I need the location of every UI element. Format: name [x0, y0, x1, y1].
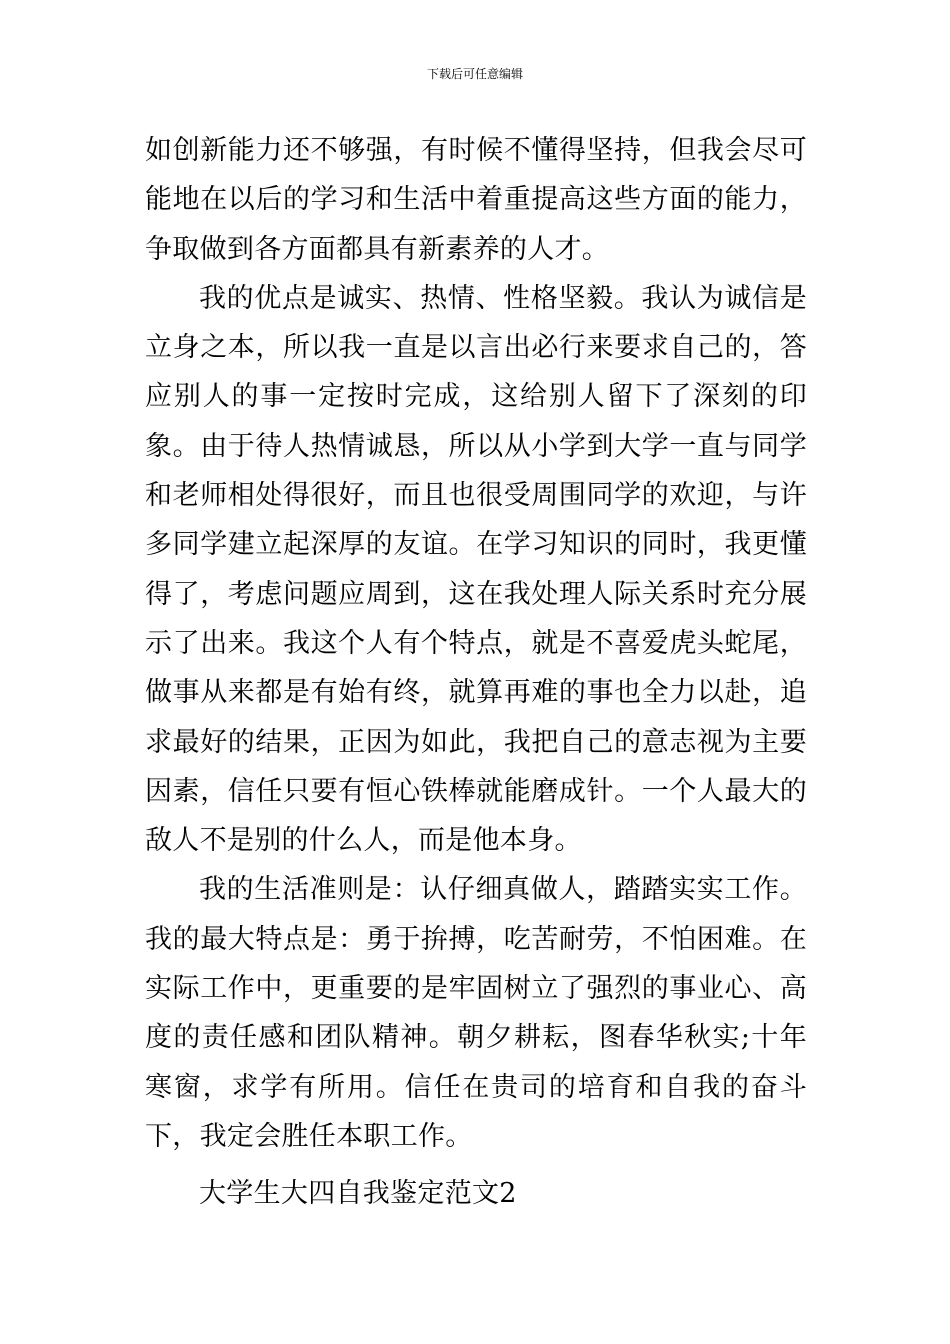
- section-heading: 大学生大四自我鉴定范文2: [199, 1178, 517, 1210]
- page-header: 下载后可任意编辑: [426, 67, 523, 81]
- paragraph-1: 如创新能力还不够强，有时候不懂得坚持，但我会尽可能地在以后的学习和生活中着重提高这些方面的能力，争取做到各方面都具有新素养的人才。: [145, 135, 807, 265]
- paragraph-3: 我的生活准则是：认仔细真做人，踏踏实实工作。我的最大特点是：勇于拚搏，吃苦耐劳，不怕困难。在实际工作中，更重要的是牢固树立了强烈的事业心、高度的责任感和团队精神。朝夕耕耘，图春华秋实;十年寒窗，求学有所用。信任在贵司的培育和自我的奋斗下，我定会胜任本职工作。: [145, 874, 807, 1152]
- document-body: [145, 126, 807, 1219]
- paragraph-2: 我的优点是诚实、热情、性格坚毅。我认为诚信是立身之本，所以我一直是以言出必行来要求自己的，答应别人的事一定按时完成，这给别人留下了深刻的印象。由于待人热情诚恳，所以从小学到大学一直与同学和老师相处得很好，而且也很受周围同学的欢迎，与许多同学建立起深厚的友谊。在学习知识的同时，我更懂得了，考虑问题应周到，这在我处理人际关系时充分展示了出来。我这个人有个特点，就是不喜爱虎头蛇尾，做事从来都是有始有终，就算再难的事也全力以赴，追求最好的结果，正因为如此，我把自己的意志视为主要因素，信任只要有恒心铁棒就能磨成针。一个人最大的敌人不是别的什么人，而是他本身。: [145, 282, 807, 857]
